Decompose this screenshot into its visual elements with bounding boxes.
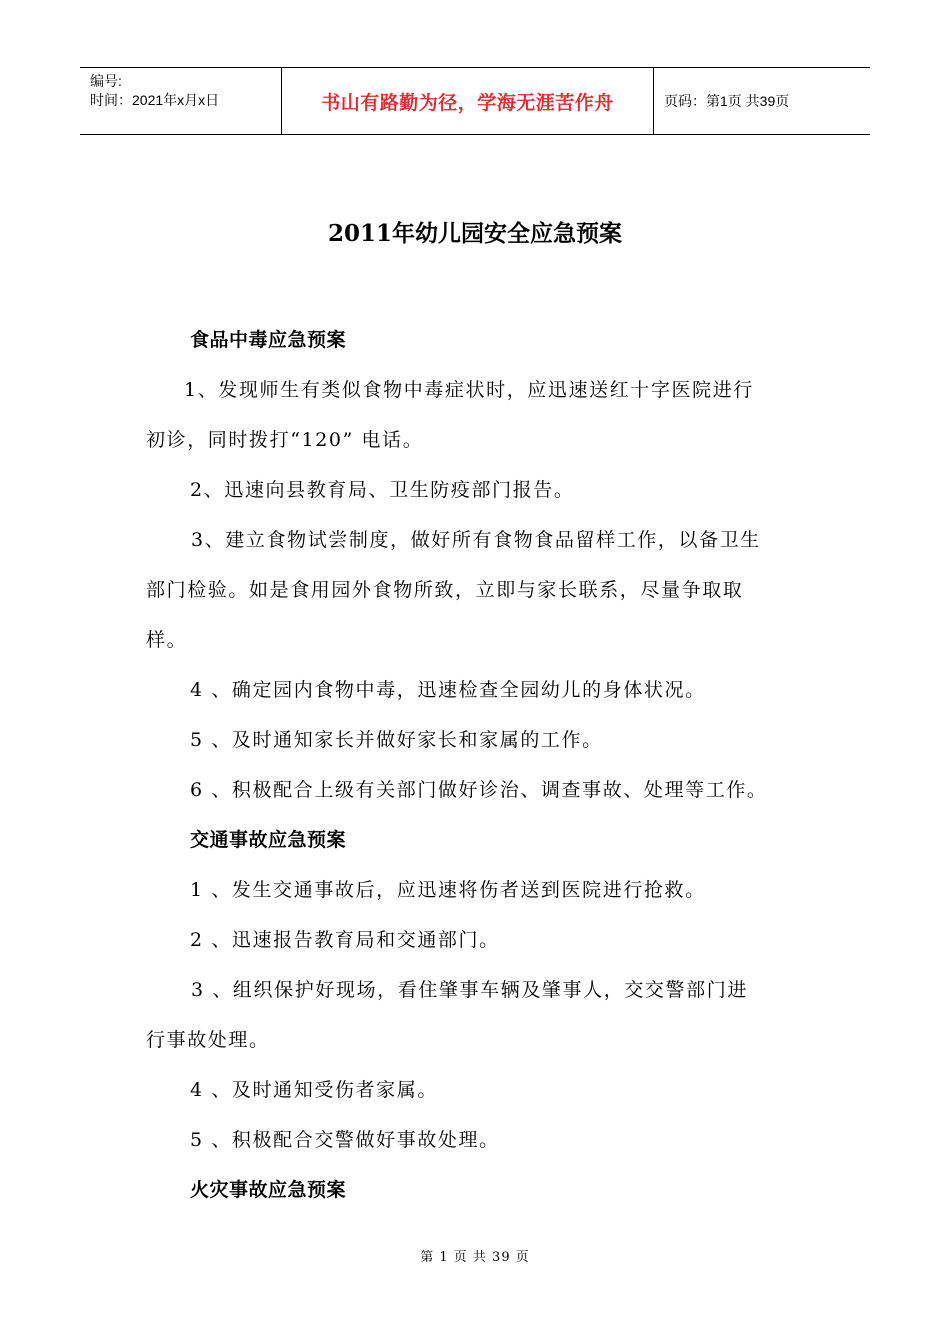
page-header [80, 67, 870, 135]
paragraph-line: 5 、积极配合交警做好事故处理。 [190, 1129, 500, 1151]
paragraph-line: 3 、组织保护好现场，看住肇事车辆及肇事人，交交警部门进 [191, 979, 748, 1001]
document-title: 2011年幼儿园安全应急预案 [327, 220, 622, 247]
page-footer: 第 1 页 共 39 页 [420, 1250, 530, 1265]
paragraph-line: 6 、积极配合上级有关部门做好诊治、调查事故、处理等工作。 [190, 779, 768, 801]
paragraph-line: 1、发现师生有类似食物中毒症状时，应迅速送红十字医院进行 [184, 379, 754, 401]
paragraph-line: 样。 [146, 629, 188, 651]
paragraph-line: 初诊，同时拨打“120” 电话。 [146, 429, 424, 451]
paragraph-line: 3、建立食物试尝制度，做好所有食物食品留样工作，以备卫生 [191, 529, 761, 551]
section-heading-food-poisoning: 食品中毒应急预案 [190, 329, 347, 351]
section-heading-traffic-accident: 交通事故应急预案 [190, 829, 347, 851]
document-body [146, 315, 810, 1215]
paragraph-line: 2、迅速向县教育局、卫生防疫部门报告。 [190, 479, 575, 501]
header-motto: 书山有路勤为径，学海无涯苦作舟 [282, 68, 654, 134]
section-heading-fire-accident: 火灾事故应急预案 [190, 1179, 347, 1201]
header-meta [80, 68, 282, 134]
paragraph-line: 行事故处理。 [146, 1029, 270, 1051]
paragraph-line: 4 、确定园内食物中毒，迅速检查全园幼儿的身体状况。 [190, 679, 706, 701]
document-number-label: 编号: [90, 73, 122, 89]
paragraph-line: 部门检验。如是食用园外食物所致，立即与家长联系，尽量争取取 [146, 579, 744, 601]
paragraph-line: 1 、发生交通事故后，应迅速将伤者送到医院进行抢救。 [190, 879, 706, 901]
header-page-code: 页码：第1页 共39页 [664, 93, 790, 109]
paragraph-line: 4 、及时通知受伤者家属。 [190, 1079, 438, 1101]
paragraph-line: 5 、及时通知家长并做好家长和家属的工作。 [190, 729, 603, 751]
document-date-label: 时间：2021年x月x日 [90, 92, 220, 108]
paragraph-line: 2 、迅速报告教育局和交通部门。 [190, 929, 500, 951]
